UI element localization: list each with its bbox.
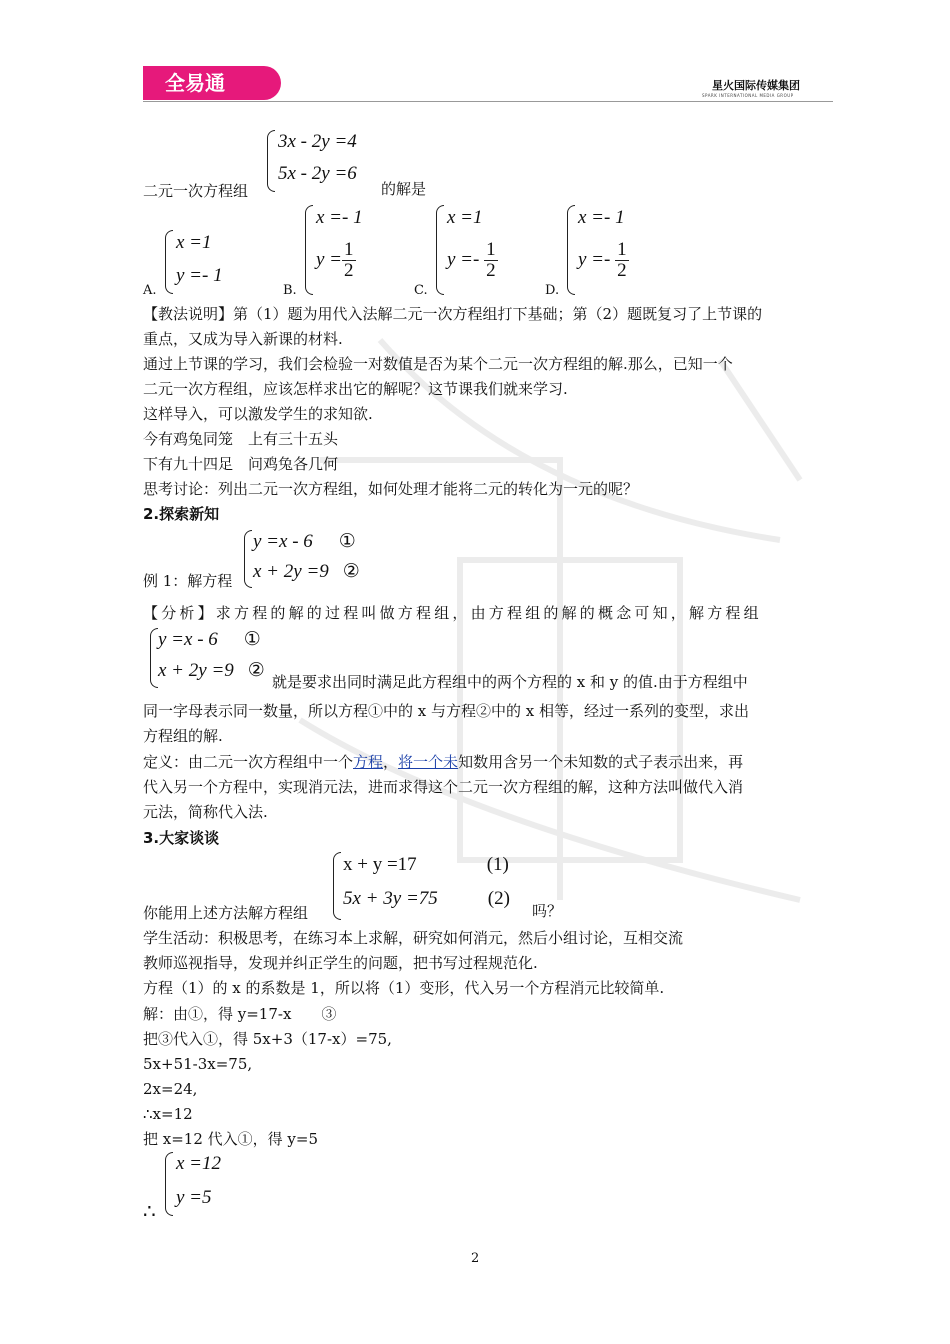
option-b-brace: [305, 205, 313, 295]
solution-line8: ∴x=12: [143, 1105, 193, 1123]
brand-logo: 全易通: [143, 66, 281, 100]
example1-prefix: 例 1：解方程: [143, 572, 233, 590]
section2-title: 2.探索新知: [143, 505, 220, 523]
section3-title: 3.大家谈谈: [143, 829, 220, 847]
option-a-line2: y =- 1: [176, 265, 223, 286]
intro-line2: 二元一次方程组，应该怎样求出它的解呢？这节课我们就来学习.: [143, 380, 568, 398]
poem-line1: 今有鸡兔同笼 上有三十五头: [143, 430, 339, 448]
analysis-line4: 方程组的解.: [143, 727, 223, 745]
q2-suffix: 的解是: [381, 180, 427, 198]
solution-line9: 把 x=12 代入①，得 y=5: [143, 1130, 319, 1148]
option-c-label: C.: [414, 283, 428, 298]
analysis-line1: 【分析】求方程的解的过程叫做方程组，由方程组的解的概念可知，解方程组: [143, 604, 762, 622]
option-d-line2: y =- $\frac{1}{2}$: [578, 239, 627, 281]
example1-eq2: x + 2y =9 ②: [253, 561, 360, 582]
think-discussion: 思考讨论：列出二元一次方程组，如何处理才能将二元的转化为一元的呢？: [143, 480, 639, 498]
example1-eq1: y =x - 6 ①: [253, 531, 356, 552]
solution-line2: 教师巡视指导，发现并纠正学生的问题，把书写过程规范化.: [143, 954, 538, 972]
publisher-subtitle: SPARK INTERNATIONAL MEDIA GROUP: [702, 93, 794, 98]
publisher-name: 星火国际传媒集团: [712, 79, 800, 92]
option-b-line1: x =- 1: [316, 207, 363, 228]
section3-eq2: 5x + 3y =75 (2): [343, 888, 510, 909]
solution-line1: 学生活动：积极思考，在练习本上求解，研究如何消元，然后小组讨论，互相交流: [143, 929, 684, 947]
q2-brace: [267, 130, 275, 192]
definition-line1: 定义：由二元一次方程组中一个方程，将一个未知数用含另一个未知数的式子表示出来，再: [143, 753, 744, 771]
example1-brace: [244, 530, 252, 588]
option-c-brace: [436, 205, 444, 295]
q2-eq1: 3x - 2y =4: [278, 131, 357, 152]
option-d-label: D.: [545, 283, 560, 298]
option-c-line2: y =- $\frac{1}{2}$: [447, 239, 496, 281]
intro-line3: 这样导入，可以激发学生的求知欲.: [143, 405, 373, 423]
solution-line3: 方程（1）的 x 的系数是 1，所以将（1）变形，代入另一个方程消元比较简单.: [143, 979, 665, 997]
analysis-eq2: x + 2y =9 ②: [158, 660, 265, 681]
option-a-label: A.: [143, 283, 157, 298]
therefore-symbol: ∴: [143, 1199, 156, 1223]
definition-link-equation[interactable]: 方程: [353, 753, 384, 771]
definition-line3: 元法，简称代入法.: [143, 803, 268, 821]
answer-line2: y =5: [176, 1187, 212, 1208]
section3-prefix: 你能用上述方法解方程组: [143, 904, 309, 922]
section3-suffix: 吗？: [532, 902, 563, 920]
option-b-label: B.: [283, 283, 297, 298]
option-d-line1: x =- 1: [578, 207, 625, 228]
solution-line4: 解：由①，得 y=17-x ③: [143, 1005, 337, 1023]
option-c-line1: x =1: [447, 207, 483, 228]
answer-brace: [165, 1152, 173, 1216]
definition-line2: 代入另一个方程中，实现消元法，进而求得这个二元一次方程组的解，这种方法叫做代入消: [143, 778, 744, 796]
analysis-line2: 就是要求出同时满足此方程组中的两个方程的 x 和 y 的值.由于方程组中: [272, 673, 748, 691]
header-divider: [143, 101, 833, 102]
section3-eq1: x + y =17 (1): [343, 854, 509, 875]
solution-line7: 2x=24,: [143, 1080, 198, 1098]
option-d-brace: [567, 205, 575, 295]
page-number: 2: [471, 1251, 480, 1266]
q2-eq2: 5x - 2y =6: [278, 163, 357, 184]
analysis-brace: [150, 628, 158, 688]
solution-line6: 5x+51-3x=75,: [143, 1055, 253, 1073]
teach-note-line2: 重点，又成为导入新课的材料.: [143, 330, 343, 348]
teach-note-line1: 【教法说明】第（1）题为用代入法解二元一次方程组打下基础；第（2）题既复习了上节课的: [143, 305, 763, 323]
analysis-line3: 同一字母表示同一数量，所以方程①中的 x 与方程②中的 x 相等，经过一系列的变型，求出: [143, 702, 749, 720]
analysis-eq1: y =x - 6 ①: [158, 629, 261, 650]
answer-line1: x =12: [176, 1153, 222, 1174]
section3-brace: [333, 852, 341, 920]
option-a-line1: x =1: [176, 232, 212, 253]
definition-link-unknown[interactable]: 将一个未: [398, 753, 459, 771]
option-b-line2: y = $\frac{1}{2}$: [316, 239, 354, 281]
poem-line2: 下有九十四足 问鸡兔各几何: [143, 455, 339, 473]
solution-line5: 把③代入①，得 5x+3（17-x）=75,: [143, 1030, 392, 1048]
intro-line1: 通过上节课的学习，我们会检验一对数值是否为某个二元一次方程组的解.那么，已知一个: [143, 355, 733, 373]
option-a-brace: [165, 230, 173, 294]
q2-prefix: 二元一次方程组: [143, 182, 249, 200]
